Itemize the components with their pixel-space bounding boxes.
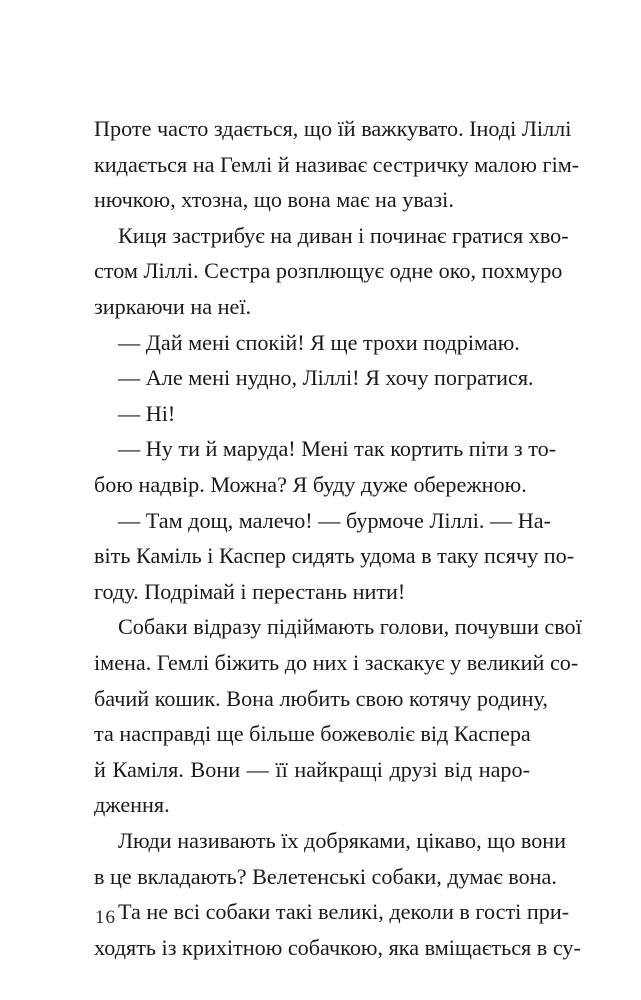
text-line: дження. bbox=[94, 792, 170, 818]
text-line: — Ні! bbox=[118, 400, 176, 426]
text-line: — Там дощ, малечо! — бурмоче Ліллі. — На- bbox=[118, 507, 551, 533]
text-line: й Каміля. Вони — її найкращі друзі від наро- bbox=[94, 756, 530, 782]
text-line: кидається на Гемлі й називає сестричку малою гім- bbox=[94, 151, 580, 177]
text-line: віть Каміль і Каспер сидять удома в таку псячу по- bbox=[94, 543, 575, 569]
text-line: стом Ліллі. Сестра розплющує одне око, похмуро bbox=[94, 258, 563, 284]
text-line: та насправді ще більше божеволіє від Каспера bbox=[94, 721, 531, 747]
text-line: году. Подрімай і перестань нити! bbox=[94, 578, 406, 604]
text-line: — Дай мені спокій! Я ще трохи подрімаю. bbox=[118, 329, 520, 355]
text-line: ходять із крихітною собачкою, яка вміщається в су- bbox=[94, 934, 581, 960]
page-number: 16 bbox=[95, 907, 116, 928]
text-line: бою надвір. Можна? Я буду дуже обережною. bbox=[94, 472, 527, 497]
text-line: Киця застрибує на диван і починає гратися хво- bbox=[118, 222, 569, 248]
text-line: — Але мені нудно, Ліллі! Я хочу погратися. bbox=[118, 365, 534, 391]
text-line: Люди називають їх добряками, цікаво, що вони bbox=[118, 828, 567, 853]
text-line: — Ну ти й маруда! Мені так кортить піти з то- bbox=[118, 436, 557, 462]
text-line: Собаки відразу підіймають голови, почувши свої bbox=[118, 614, 582, 640]
text-line: Та не всі собаки такі великі, деколи в гості при- bbox=[118, 899, 570, 925]
text-line: в це вкладають? Велетенські собаки, думає вона. bbox=[94, 863, 557, 889]
text-line: нючкою, хтозна, що вона має на увазі. bbox=[94, 187, 454, 213]
text-line: імена. Гемлі біжить до них і заскакує у великий со- bbox=[94, 650, 579, 675]
text-line: Проте часто здається, що їй важкувато. Іноді Ліллі bbox=[94, 116, 572, 141]
text-line: бачий кошик. Вона любить свою котячу родину, bbox=[94, 685, 548, 711]
text-line: зиркаючи на неї. bbox=[94, 294, 252, 319]
